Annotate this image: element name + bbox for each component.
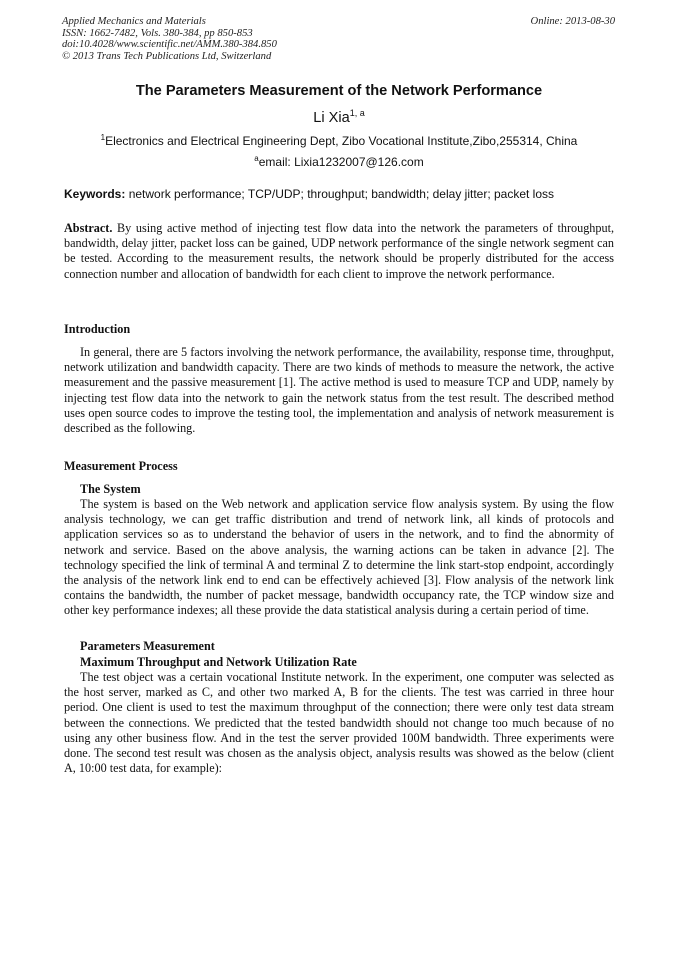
paper-title: The Parameters Measurement of the Network Performance — [135, 83, 543, 99]
email-superscript: a — [254, 154, 259, 163]
system-text: The system is based on the Web network and application service flow analysis system. By using the flow analysis technology, we can get traffic distribution and trend of network link, all kinds of protocols and application services so as to understand the behavior of users in the network, and to find the abnormity of network and service. Based on the above analysis, the warning actions can be taken in advance [2]. The technology specified the link of terminal A and terminal Z to determine the link start-stop endpoint, accordingly the analysis of the network link end to end can be effectively achieved [3]. Flow analysis of the network link contains the bandwidth, the number of packet message, bandwidth occupancy rate, the TCP window size and other key performance indexes; all these provide the data statistical analysis during a certain period of time. — [64, 497, 614, 618]
introduction-text: In general, there are 5 factors involving the network performance, the availability, response time, throughput, network utilization and bandwidth capacity. There are two kinds of methods to measure the network, the active measurement and the passive measurement [1]. The active method is used to measure TCP and UDP, namely by injecting test flow data into the network to gain the network status from the test result. The described method uses open source codes to improve the testing tool, the implementation and analysis of network measurement is described as the following. — [64, 345, 614, 436]
abstract-text: By using active method of injecting test flow data into the network the parameters of throughput, bandwidth, delay jitter, packet loss can be gained, UDP network performance of the single network segment can be tested. According to the measurement results, the network should be properly distributed for the access connection number and allocation of bandwidth for each client to improve the network performance. — [64, 221, 615, 281]
measurement-heading: Measurement Process — [64, 459, 178, 473]
affiliation-superscript: 1 — [100, 133, 106, 142]
author-line — [0, 104, 678, 127]
online-date: Online: 2013-08-30 — [530, 16, 615, 27]
affiliation-text: Electronics and Electrical Engineering Dept, Zibo Vocational Institute,Zibo,255314, China — [105, 134, 578, 148]
email-text: email: Lixia1232007@126.com — [258, 155, 424, 169]
issn-line: ISSN: 1662-7482, Vols. 380-384, pp 850-853 — [62, 27, 253, 39]
keywords-label: Keywords: — [64, 187, 126, 201]
abstract-label: Abstract. — [64, 221, 113, 235]
parameters-heading: Parameters Measurement — [80, 639, 215, 653]
doi-line: doi:10.4028/www.scientific.net/AMM.380-384.850 — [62, 39, 277, 51]
author-name: Li Xia — [313, 110, 350, 126]
affiliation — [0, 130, 678, 149]
system-heading: The System — [80, 482, 141, 496]
keywords — [64, 186, 624, 202]
email-line — [0, 151, 678, 170]
journal-name: Applied Mechanics and Materials — [62, 16, 206, 27]
journal-header — [62, 16, 277, 62]
abstract — [64, 221, 614, 282]
keywords-text: network performance; TCP/UDP; throughput; bandwidth; delay jitter; packet loss — [128, 187, 555, 201]
copyright-line: © 2013 Trans Tech Publications Ltd, Switzerland — [62, 50, 272, 62]
author-superscript: 1, a — [349, 108, 365, 118]
introduction-heading: Introduction — [64, 322, 131, 336]
throughput-text: The test object was a certain vocational Institute network. In the experiment, one computer was selected as the host server, marked as C, and other two marked A, B for the clients. The test was carried in three hour period. One client is used to test the maximum throughput of the connection; there were only test data stream between the connections. We predicted that the tested bandwidth should not change too much because of no using any other business flow. And in the test the server provided 100M bandwidth. Three experiments were done. The second test result was chosen as the analysis object, analysis results was showed as the below (client A, 10:00 test data, for example): — [64, 670, 614, 776]
throughput-heading: Maximum Throughput and Network Utilization Rate — [80, 655, 357, 669]
